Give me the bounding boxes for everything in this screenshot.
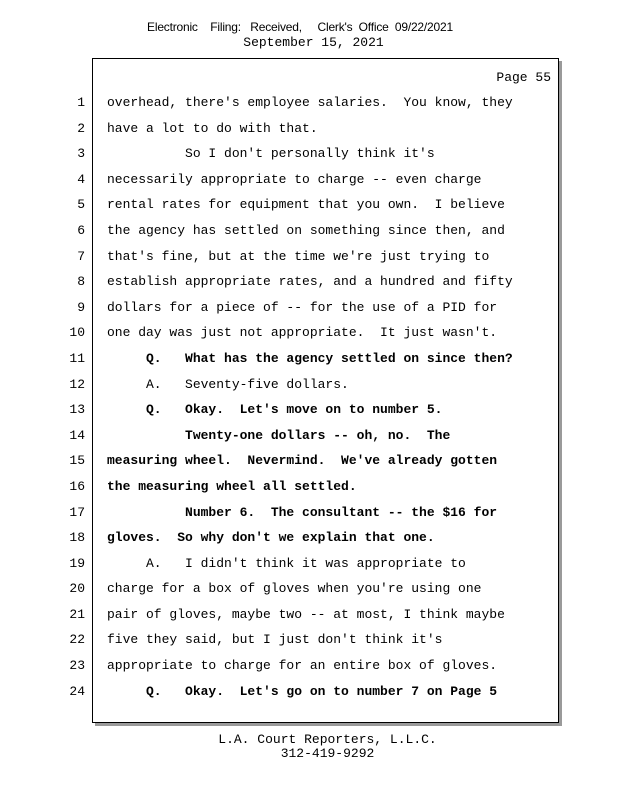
line-number: 21 [69, 606, 85, 622]
line-text: appropriate to charge for an entire box of gloves. [107, 658, 498, 674]
line-number: 6 [77, 222, 85, 238]
line-number: 10 [69, 325, 85, 341]
transcript-line [0, 346, 618, 372]
line-text: necessarily appropriate to charge -- even charge [107, 171, 482, 187]
line-text: have a lot to do with that. [107, 120, 318, 136]
transcript-line [0, 576, 618, 602]
transcript-line [0, 448, 618, 474]
line-number: 23 [69, 658, 85, 674]
line-number: 16 [69, 478, 85, 494]
transcript-line [0, 90, 618, 116]
line-number: 8 [77, 274, 85, 290]
line-text: that's fine, but at the time we're just trying to [107, 248, 490, 264]
transcript-date: September 15, 2021 [243, 35, 384, 50]
line-text: rental rates for equipment that you own. I believe [107, 197, 505, 213]
transcript-line [0, 474, 618, 500]
footer [0, 733, 618, 761]
transcript-line [0, 372, 618, 398]
transcript-line [0, 551, 618, 577]
transcript-line [0, 602, 618, 628]
line-number: 2 [77, 120, 85, 136]
line-number: 14 [69, 427, 85, 443]
line-text: establish appropriate rates, and a hundred and fifty [107, 274, 513, 290]
reporter-phone: 312-419-9292 [280, 746, 375, 761]
transcript-line [0, 192, 618, 218]
transcript-line [0, 397, 618, 423]
line-number: 12 [69, 376, 85, 392]
line-text: Number 6. The consultant -- the $16 for [107, 504, 498, 520]
line-text: five they said, but I just don't think it's [107, 632, 443, 648]
line-text: Q. Okay. Let's go on to number 7 on Page 5 [107, 683, 498, 699]
transcript-line [0, 141, 618, 167]
page-number: Page 55 [496, 70, 551, 85]
line-text: charge for a box of gloves when you're using one [107, 581, 482, 597]
line-text: one day was just not appropriate. It just wasn't. [107, 325, 498, 341]
transcript-line [0, 116, 618, 142]
line-text: pair of gloves, maybe two -- at most, I think maybe [107, 606, 505, 622]
line-number: 11 [69, 350, 85, 366]
transcript-line [0, 167, 618, 193]
line-number: 4 [77, 171, 85, 187]
line-text: Q. Okay. Let's move on to number 5. [107, 402, 443, 418]
transcript-line [0, 653, 618, 679]
line-text: A. I didn't think it was appropriate to [107, 555, 466, 571]
filing-stamp: Electronic Filing: Received, Clerk's Office 09/22/2021 [147, 20, 453, 34]
line-number: 18 [69, 530, 85, 546]
line-text: Q. What has the agency settled on since then? [107, 350, 513, 366]
line-number: 5 [77, 197, 85, 213]
transcript-line [0, 500, 618, 526]
transcript-lines [0, 90, 618, 704]
line-text: the agency has settled on something since then, and [107, 222, 505, 238]
transcript-line [0, 525, 618, 551]
line-number: 22 [69, 632, 85, 648]
transcript-line [0, 320, 618, 346]
line-number: 17 [69, 504, 85, 520]
transcript-line [0, 627, 618, 653]
transcript-line [0, 679, 618, 705]
line-number: 13 [69, 402, 85, 418]
transcript-line [0, 244, 618, 270]
reporter-company: L.A. Court Reporters, L.L.C. [218, 732, 437, 747]
line-number: 1 [77, 95, 85, 110]
line-text: the measuring wheel all settled. [107, 478, 357, 494]
line-number: 9 [77, 299, 85, 315]
line-text: dollars for a piece of -- for the use of a PID for [107, 299, 498, 315]
line-number: 19 [69, 555, 85, 571]
line-text: A. Seventy-five dollars. [107, 376, 349, 392]
line-number: 24 [69, 683, 85, 699]
line-number: 7 [77, 248, 85, 264]
transcript-line [0, 269, 618, 295]
line-text: Twenty-one dollars -- oh, no. The [107, 427, 451, 443]
line-number: 15 [69, 453, 85, 469]
line-text: overhead, there's employee salaries. You know, they [107, 95, 513, 110]
line-number: 3 [77, 146, 85, 162]
line-number: 20 [69, 581, 85, 597]
line-text: measuring wheel. Nevermind. We've already gotten [107, 453, 498, 469]
transcript-line [0, 218, 618, 244]
line-text: gloves. So why don't we explain that one. [107, 530, 435, 546]
line-text: So I don't personally think it's [107, 146, 435, 162]
transcript-line [0, 423, 618, 449]
transcript-line [0, 295, 618, 321]
